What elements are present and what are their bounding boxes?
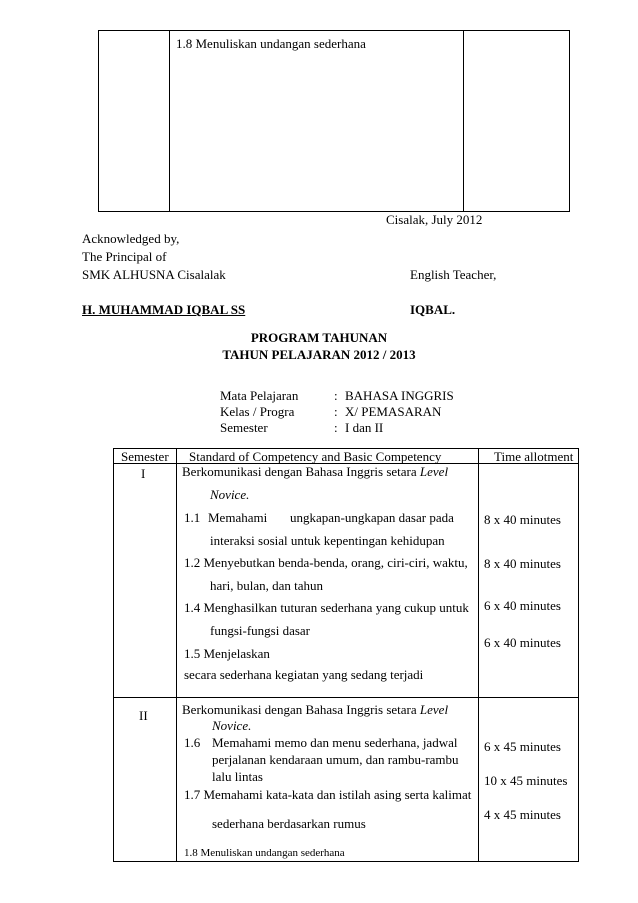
kd-1-7-text: 1.7 Memahami kata-kata dan istilah asing serta kalimat (184, 787, 472, 802)
standard-competency-level: Novice. (210, 487, 250, 502)
kd-1-8-text: 1.8 Menuliskan undangan sederhana (184, 847, 345, 859)
principal-name: H. MUHAMMAD IQBAL SS (82, 302, 246, 317)
time-allotment: 10 x 45 minutes (484, 773, 568, 788)
info-value: X/ PEMASARAN (345, 404, 442, 419)
principal-of-text: The Principal of (82, 249, 167, 264)
teacher-name: IQBAL. (410, 302, 456, 317)
semester-number: I (141, 466, 146, 481)
kd-1-7-text-cont: sederhana berdasarkan rumus (212, 816, 366, 831)
info-label: Semester (220, 420, 268, 435)
header-competency: Standard of Competency and Basic Competency (189, 449, 442, 464)
acknowledged-text: Acknowledged by, (82, 231, 180, 246)
time-allotment: 6 x 45 minutes (484, 739, 561, 754)
teacher-role: English Teacher, (410, 267, 497, 282)
program-subtitle: TAHUN PELAJARAN 2012 / 2013 (222, 347, 416, 362)
place-date: Cisalak, July 2012 (386, 212, 483, 227)
kd-1-2-text-cont: hari, bulan, dan tahun (210, 578, 323, 593)
kd-1-5-text: 1.5 Menjelaskan (184, 646, 270, 661)
header-time: Time allotment (494, 449, 574, 464)
standard-competency: Berkomunikasi dengan Bahasa Inggris setara Level (182, 702, 449, 717)
kd-1-6-number: 1.6 (184, 735, 201, 750)
standard-competency-level: Novice. (212, 718, 252, 733)
info-value: BAHASA INGGRIS (345, 388, 454, 403)
semester-number: II (139, 708, 148, 723)
kd-1-2-text: 1.2 Menyebutkan benda-benda, orang, ciri-ciri, waktu, (184, 555, 468, 570)
time-allotment: 4 x 45 minutes (484, 807, 561, 822)
time-allotment: 8 x 40 minutes (484, 556, 561, 571)
info-separator: : (334, 388, 338, 403)
kd-1-1-number: 1.1 (184, 510, 201, 525)
info-separator: : (334, 420, 338, 435)
time-allotment: 6 x 40 minutes (484, 598, 561, 613)
time-allotment: 8 x 40 minutes (484, 512, 561, 527)
time-allotment: 6 x 40 minutes (484, 635, 561, 650)
kd-1-6-text-cont: lalu lintas (212, 769, 263, 784)
kd-1-1-text: ungkapan-ungkapan dasar pada (290, 510, 454, 525)
kd-1-6-text-cont: perjalanan kendaraan umum, dan rambu-rambu (212, 752, 459, 767)
program-title: PROGRAM TAHUNAN (250, 330, 388, 345)
info-value: I dan II (345, 420, 384, 435)
kd-1-1-verb: Memahami (208, 510, 268, 525)
standard-competency: Berkomunikasi dengan Bahasa Inggris setara Level (182, 464, 449, 479)
kd-1-4-text: 1.4 Menghasilkan tuturan sederhana yang cukup untuk (184, 600, 469, 615)
kd-1-1-text-cont: interaksi sosial untuk kepentingan kehidupan (210, 533, 445, 548)
kd-1-5-text-cont: secara sederhana kegiatan yang sedang terjadi (184, 667, 424, 682)
info-separator: : (334, 404, 338, 419)
kd-1-4-text-cont: fungsi-fungsi dasar (210, 623, 311, 638)
info-label: Kelas / Progra (220, 404, 295, 419)
info-label: Mata Pelajaran (220, 388, 299, 403)
kd-1-6-text: Memahami memo dan menu sederhana, jadwal (212, 735, 458, 750)
header-semester: Semester (121, 449, 169, 464)
top-table-row-text: 1.8 Menuliskan undangan sederhana (176, 36, 366, 51)
school-name: SMK ALHUSNA Cisalalak (82, 267, 226, 282)
